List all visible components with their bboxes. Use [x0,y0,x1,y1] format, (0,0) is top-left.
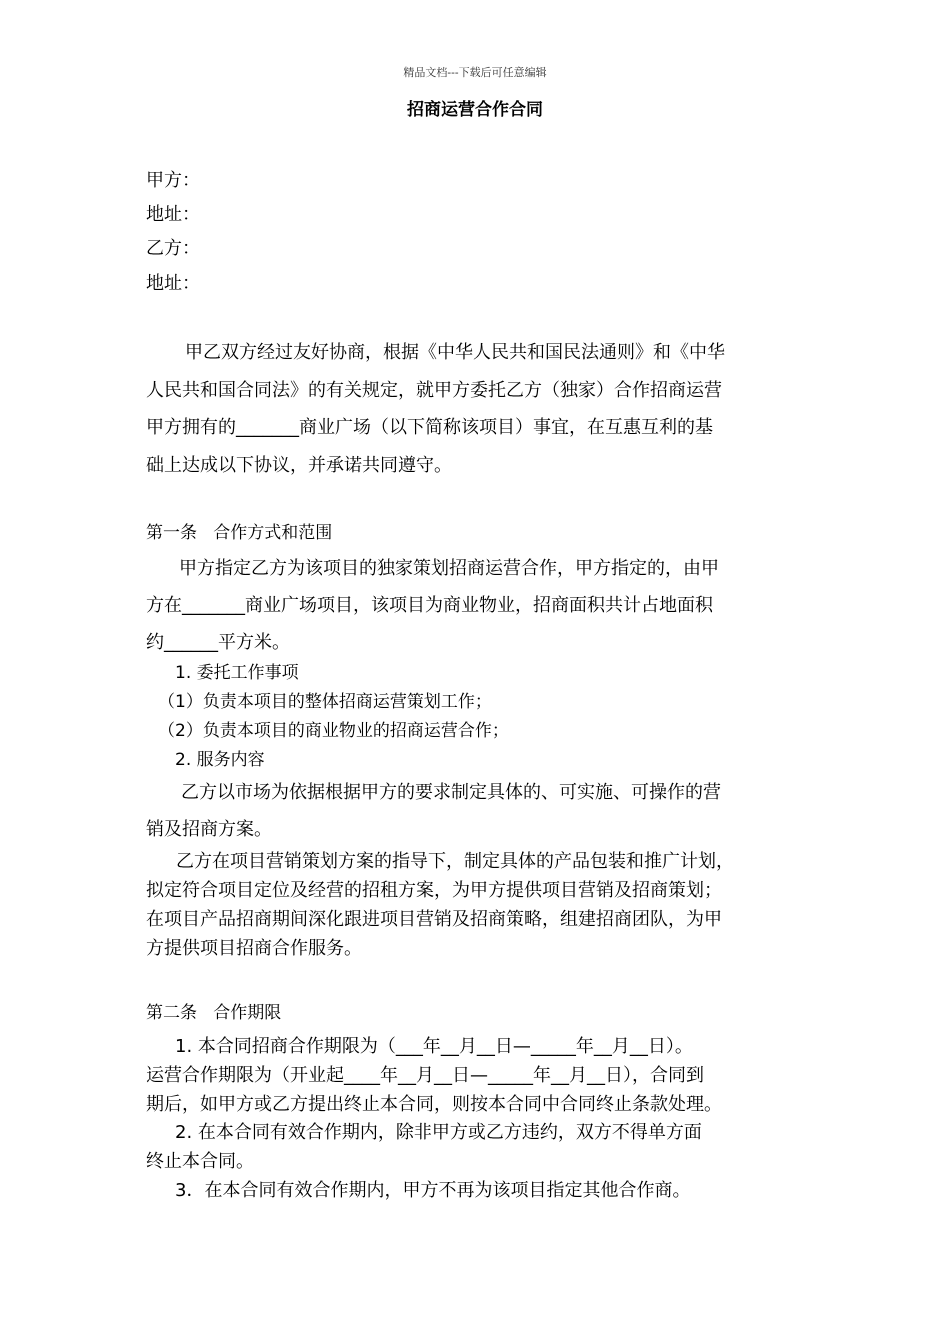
article1-item2-para2-line: 乙方在项目营销策划方案的指导下，制定具体的产品包装和推广计划， [176,851,734,872]
article1-intro-line: 约______平方米。 [146,632,290,653]
article1-item1-title: 1. 委托工作事项 [175,663,299,683]
article2-heading: 第二条 合作期限 [146,1003,282,1023]
document-title: 招商运营合作合同 [407,100,543,120]
article1-heading: 第一条 合作方式和范围 [146,523,333,543]
preamble-line: 甲乙双方经过友好协商，根据《中华人民共和国民法通则》和《中华 [185,342,725,363]
preamble-line: 础上达成以下协议，并承诺共同遵守。 [146,455,452,476]
article1-intro-line: 方在_______商业广场项目，该项目为商业物业，招商面积共计占地面积 [146,595,713,616]
article1-item2-para2-line: 在项目产品招商期间深化跟进项目营销及招商策略，组建招商团队，为甲 [146,909,722,930]
article2-line: 2. 在本合同有效合作期内，除非甲方或乙方违约，双方不得单方面 [175,1122,702,1143]
preamble-line: 甲方拥有的_______商业广场（以下简称该项目）事宜，在互惠互利的基 [146,417,713,438]
party-b-address-label: 地址： [146,273,200,294]
article2-line: 终止本合同。 [146,1151,254,1172]
article2-line: 3．在本合同有效合作期内，甲方不再为该项目指定其他合作商。 [175,1180,691,1201]
article1-item2-para2-line: 方提供项目招商合作服务。 [146,938,362,959]
article1-intro-line: 甲方指定乙方为该项目的独家策划招商运营合作，甲方指定的，由甲 [179,558,719,579]
article1-item2-para2-line: 拟定符合项目定位及经营的招租方案，为甲方提供项目营销及招商策划； [146,880,722,901]
party-b-label: 乙方： [146,238,200,259]
article1-item2-para1-line: 销及招商方案。 [146,819,272,840]
party-a-address-label: 地址： [146,204,200,225]
article1-item2-title: 2. 服务内容 [175,750,265,770]
page-header: 精品文档---下载后可任意编辑 [403,66,547,79]
article2-line: 运营合作期限为（开业起____年__月__日—_____年__月__日），合同到 [146,1065,704,1086]
article1-item1-sub1: （1）负责本项目的整体招商运营策划工作； [158,692,492,712]
article2-line: 1. 本合同招商合作期限为（___年__月__日—_____年__月__日）。 [175,1036,693,1057]
article1-item1-sub2: （2）负责本项目的商业物业的招商运营合作； [158,721,509,741]
article2-line: 期后，如甲方或乙方提出终止本合同，则按本合同中合同终止条款处理。 [146,1094,722,1115]
article1-item2-para1-line: 乙方以市场为依据根据甲方的要求制定具体的、可实施、可操作的营 [181,782,721,803]
party-a-label: 甲方： [146,170,200,191]
preamble-line: 人民共和国合同法》的有关规定，就甲方委托乙方（独家）合作招商运营 [146,380,722,401]
